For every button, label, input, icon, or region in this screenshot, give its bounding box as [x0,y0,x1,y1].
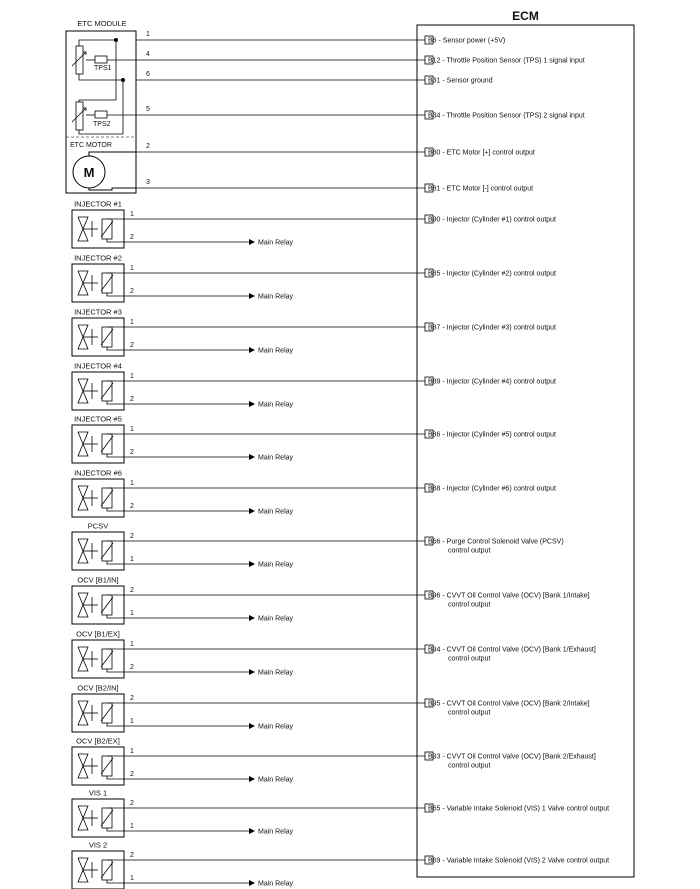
pin-number: 2 [130,342,134,349]
component-title: INJECTOR #4 [74,361,122,371]
pin-number: 1 [130,373,134,380]
ecm-pin-label: B6 - Sensor power (+5V) [428,37,506,45]
component-3 [72,308,556,357]
arrow-right-icon [249,828,255,834]
component-title: OCV [B1/EX] [76,629,120,639]
component-title: INJECTOR #3 [74,307,122,317]
component-8 [72,576,590,625]
ecm-pin-label: B87 - Injector (Cylinder #3) control output [428,324,557,332]
ecm-pin-label: control output [448,762,491,770]
pin-number: 1 [130,480,134,487]
arrow-right-icon [249,347,255,353]
main-relay-label: Main Relay [258,880,294,888]
pin-number: 1 [146,31,150,38]
arrow-right-icon [249,776,255,782]
pin-number: 1 [130,823,134,830]
ecm-pin-label: B90 - Injector (Cylinder #1) control output [428,216,557,224]
pin-number: 2 [130,503,134,510]
pin-number: 1 [130,748,134,755]
arrow-right-icon [249,615,255,621]
pin-number: 1 [130,556,134,563]
solenoid-valve-icon [78,593,124,618]
ecm-pin-label: control output [448,655,491,663]
etc-motor-symbol: M [83,165,95,180]
arrow-right-icon [249,880,255,886]
tps2-label: TPS2 [93,121,111,128]
etc-wire [136,179,533,193]
solenoid-valve-icon [78,806,124,831]
pin-number: 2 [130,852,134,859]
ecm-pin-label: control output [448,709,491,717]
arrow-right-icon [249,293,255,299]
pin-number: 1 [130,211,134,218]
arrow-right-icon [249,508,255,514]
component-title: VIS 2 [88,840,108,850]
ecm-pin-label: B31 - Sensor ground [428,77,493,85]
ecm-pin-label: B94 - CVVT Oil Control Valve (OCV) [Bank 1/Exhaust] [428,646,596,654]
etc-wire [136,71,493,85]
ecm-pin-label: B88 - Injector (Cylinder #6) control output [428,485,557,493]
pin-number: 4 [146,51,150,58]
component-5 [72,415,556,464]
main-relay-label: Main Relay [258,454,294,462]
component-title: INJECTOR #2 [74,253,122,263]
etc-module-title: ETC MODULE [77,19,127,28]
pin-number: 1 [130,265,134,272]
ecm-pin-label: B66 - Purge Control Solenoid Valve (PCSV) [428,538,564,546]
pin-number: 1 [130,610,134,617]
ecm-pin-label: B34 - Throttle Position Sensor (TPS) 2 signal input [428,112,585,120]
ecm-title: ECM [512,9,539,23]
main-relay-label: Main Relay [258,561,294,569]
pin-number: 2 [130,771,134,778]
component-12 [72,789,609,838]
ecm-pin-label: B80 - ETC Motor [+] control output [428,149,535,157]
etc-motor-label: ETC MOTOR [70,142,112,149]
ecm-pin-label: B93 - CVVT Oil Control Valve (OCV) [Bank 2/Exhaust] [428,753,596,761]
main-relay-label: Main Relay [258,293,294,301]
arrow-right-icon [249,401,255,407]
pin-number: 2 [130,533,134,540]
etc-module [66,19,136,193]
pin-number: 3 [146,179,150,186]
component-title: OCV [B2/IN] [77,683,119,693]
component-2 [72,254,556,303]
etc-wire [136,106,585,120]
component-11 [72,737,596,786]
solenoid-valve-icon [78,858,124,883]
pin-number: 2 [130,449,134,456]
component-6 [72,469,556,518]
solenoid-valve-icon [78,217,124,242]
solenoid-valve-icon [78,539,124,564]
arrow-right-icon [249,723,255,729]
pin-number: 2 [130,396,134,403]
component-title: VIS 1 [88,788,108,798]
pin-number: 2 [130,587,134,594]
pin-number: 2 [146,143,150,150]
arrow-right-icon [249,669,255,675]
etc-wire [136,51,585,65]
component-title: INJECTOR #1 [74,199,122,209]
ecm-pin-label: B69 - Variable Intake Solenoid (VIS) 2 Valve control output [428,857,610,865]
component-9 [72,630,596,679]
component-title: OCV [B1/IN] [77,575,119,585]
etc-wires [136,31,585,193]
main-relay-label: Main Relay [258,828,294,836]
main-relay-label: Main Relay [258,347,294,355]
ecm-pin-label: B89 - Injector (Cylinder #4) control output [428,378,557,386]
pin-number: 1 [130,718,134,725]
solenoid-valve-icon [78,701,124,726]
pin-number: 2 [130,800,134,807]
pin-number: 5 [146,106,150,113]
component-title: OCV [B2/EX] [76,736,120,746]
etc-wire [136,143,535,157]
pin-number: 1 [130,319,134,326]
ecm-pin-label: B86 - Injector (Cylinder #5) control output [428,431,557,439]
pin-number: 2 [130,288,134,295]
arrow-right-icon [249,454,255,460]
main-relay-label: Main Relay [258,723,294,731]
solenoid-valve-icon [78,754,124,779]
ecm-pin-label: B81 - ETC Motor [-] control output [428,185,534,193]
solenoid-valve-icon [78,486,124,511]
ecm-pin-label: B96 - CVVT Oil Control Valve (OCV) [Bank 1/Intake] [428,592,590,600]
component-1 [72,200,556,249]
pin-number: 2 [130,664,134,671]
pin-number: 1 [130,426,134,433]
pin-number: 2 [130,234,134,241]
ecm-pin-label: control output [448,547,491,555]
component-13 [72,841,609,889]
component-7 [72,522,564,571]
component-title: INJECTOR #6 [74,468,122,478]
component-title: PCSV [87,521,109,531]
ecm-pin-label: B12 - Throttle Position Sensor (TPS) 1 signal input [428,57,585,65]
etc-wire [136,31,505,45]
solenoid-valve-icon [78,271,124,296]
pin-number: 1 [130,875,134,882]
pin-number: 6 [146,71,150,78]
component-10 [72,684,590,733]
arrow-right-icon [249,239,255,245]
ecm-pin-label: control output [448,601,491,609]
main-relay-label: Main Relay [258,508,294,516]
solenoid-valve-icon [78,647,124,672]
solenoid-valve-icon [78,325,124,350]
ecm-pin-label: B85 - Injector (Cylinder #2) control output [428,270,557,278]
ecm-pin-label: B95 - CVVT Oil Control Valve (OCV) [Bank 2/Intake] [428,700,590,708]
main-relay-label: Main Relay [258,669,294,677]
solenoid-valve-icon [78,379,124,404]
main-relay-label: Main Relay [258,776,294,784]
solenoid-valve-icon [78,432,124,457]
main-relay-label: Main Relay [258,239,294,247]
component-title: INJECTOR #5 [74,414,122,424]
motor-icon [73,152,136,190]
etc-module-box [66,31,136,193]
main-relay-label: Main Relay [258,615,294,623]
component-list [72,200,609,889]
ecm-pin-label: B65 - Variable Intake Solenoid (VIS) 1 Valve control output [428,805,610,813]
arrow-right-icon [249,561,255,567]
main-relay-label: Main Relay [258,401,294,409]
pin-number: 2 [130,695,134,702]
tps1-label: TPS1 [94,65,112,72]
component-4 [72,362,556,411]
pin-number: 1 [130,641,134,648]
